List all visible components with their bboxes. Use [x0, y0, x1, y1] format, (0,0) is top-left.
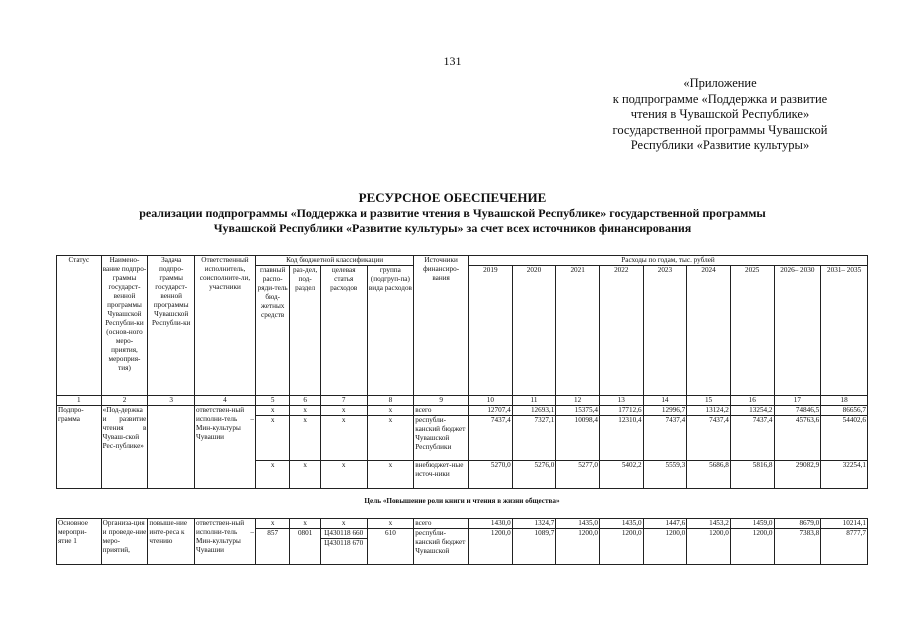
header-gr-distributor: главный распо-ряди-тель бюд-жетных средств: [255, 266, 290, 396]
header-sources: Источники финансиро-вания: [414, 256, 469, 396]
header-target-article: целевая статья расходов: [320, 266, 367, 396]
document-title: [0, 190, 905, 236]
value-cell: 5402,2: [599, 461, 643, 489]
code-cell: x: [255, 519, 290, 529]
code-cell: x: [367, 406, 414, 416]
value-cell: 32254,1: [821, 461, 868, 489]
code-cell: x: [320, 519, 367, 529]
event-responsible: ответствен-ный исполни-тель – Мин-культуры Чувашии: [195, 519, 256, 565]
subprogram-task: [148, 406, 195, 489]
value-cell: 15375,4: [556, 406, 600, 416]
code-cell: x: [255, 406, 290, 416]
value-cell: 5559,3: [643, 461, 687, 489]
value-cell: 8679,0: [774, 519, 821, 529]
column-number: 16: [730, 396, 774, 406]
target-article-code-extra: Ц430118 670: [321, 538, 367, 548]
header-status: Статус: [57, 256, 102, 396]
value-cell: 12996,7: [643, 406, 687, 416]
code-cell: x: [290, 406, 320, 416]
title-line-2: реализации подпрограммы «Поддержка и развитие чтения в Чувашской Республике» государственной программы: [139, 206, 766, 220]
subprogram-status: Подпро-грамма: [57, 406, 102, 489]
event-task: повыше-ние инте-реса к чтению: [148, 519, 195, 565]
value-cell: 5816,8: [730, 461, 774, 489]
appendix-line: к подпрограмме «Поддержка и развитие: [612, 91, 828, 106]
code-cell: x: [290, 519, 320, 529]
header-section: раз-дел, под-раздел: [290, 266, 320, 396]
value-cell: 1430,0: [469, 519, 513, 529]
appendix-line: государственной программы Чувашской: [612, 122, 828, 137]
value-cell: 1324,7: [512, 519, 556, 529]
value-cell: 7437,4: [469, 416, 513, 461]
header-year: 2031– 2035: [821, 266, 868, 396]
code-cell: x: [290, 416, 320, 461]
header-expense-group: группа (подгруп-па) вида расходов: [367, 266, 414, 396]
header-responsible: Ответственный исполнитель, соисполните-ли, участники: [195, 256, 256, 396]
code-cell: x: [320, 416, 367, 461]
event-name: Организа-ция и проведе-ние меро-приятий,: [101, 519, 148, 565]
value-cell: 12693,1: [512, 406, 556, 416]
goal-heading: Цель «Повышение роли книги и чтения в жизни общества»: [57, 489, 868, 515]
appendix-line: Республики «Развитие культуры»: [630, 138, 810, 152]
source-cell: республи-канский бюджет Чувашской: [414, 529, 469, 565]
header-year: 2024: [687, 266, 731, 396]
source-cell: республи-канский бюджет Чувашской Республики: [414, 416, 469, 461]
value-cell: 12707,4: [469, 406, 513, 416]
header-year: 2023: [643, 266, 687, 396]
subprogram-name: «Под-держка и развитие чтения в Чуваш-ской Рес-публике»: [101, 406, 148, 489]
value-cell: 29082,9: [774, 461, 821, 489]
title-line-1: РЕСУРСНОЕ ОБЕСПЕЧЕНИЕ: [358, 190, 547, 205]
header-year: 2020: [512, 266, 556, 396]
code-cell: x: [255, 461, 290, 489]
appendix-line: «Приложение: [683, 76, 757, 90]
code-cell: x: [367, 461, 414, 489]
table-row: [57, 406, 868, 416]
value-cell: 13124,2: [687, 406, 731, 416]
value-cell: 1200,0: [556, 529, 600, 565]
value-cell: 1435,0: [556, 519, 600, 529]
value-cell: 7437,4: [643, 416, 687, 461]
header-year: 2022: [599, 266, 643, 396]
value-cell: 1200,0: [599, 529, 643, 565]
value-cell: 54402,6: [821, 416, 868, 461]
source-cell: всего: [414, 519, 469, 529]
appendix-note: [590, 76, 850, 154]
column-number: 12: [556, 396, 600, 406]
value-cell: 12310,4: [599, 416, 643, 461]
source-cell: внебюджет-ные источ-ники: [414, 461, 469, 489]
value-cell: 1435,0: [599, 519, 643, 529]
column-number: 9: [414, 396, 469, 406]
column-number: 2: [101, 396, 148, 406]
column-number: 6: [290, 396, 320, 406]
value-cell: 74846,5: [774, 406, 821, 416]
column-number: 11: [512, 396, 556, 406]
source-cell: всего: [414, 406, 469, 416]
header-year: 2021: [556, 266, 600, 396]
code-cell: 857: [255, 529, 290, 565]
appendix-line: чтения в Чувашской Республике»: [630, 107, 810, 121]
header-budget-code: Код бюджетной классификации: [255, 256, 413, 266]
code-cell: x: [320, 461, 367, 489]
column-number: 13: [599, 396, 643, 406]
column-number: 17: [774, 396, 821, 406]
value-cell: 45763,6: [774, 416, 821, 461]
value-cell: 13254,2: [730, 406, 774, 416]
code-cell: x: [255, 416, 290, 461]
code-cell: x: [320, 406, 367, 416]
column-number: 7: [320, 396, 367, 406]
column-number: 5: [255, 396, 290, 406]
column-number: 10: [469, 396, 513, 406]
code-cell: 610: [367, 529, 414, 565]
value-cell: 86656,7: [821, 406, 868, 416]
subprogram-responsible: ответствен-ный исполни-тель – Мин-культуры Чувашии: [195, 406, 256, 489]
code-cell: x: [367, 519, 414, 529]
value-cell: 7327,1: [512, 416, 556, 461]
page-number: 131: [443, 54, 462, 68]
resource-table: [56, 255, 868, 565]
column-number: 14: [643, 396, 687, 406]
value-cell: 10098,4: [556, 416, 600, 461]
value-cell: 7437,4: [687, 416, 731, 461]
code-cell: [320, 529, 367, 565]
header-year: 2019: [469, 266, 513, 396]
value-cell: 1447,6: [643, 519, 687, 529]
target-article-code: Ц430118 660: [324, 529, 364, 537]
header-year: 2026– 2030: [774, 266, 821, 396]
title-line-3: Чувашской Республики «Развитие культуры» за счет всех источников финансирования: [213, 221, 692, 235]
column-number: 1: [57, 396, 102, 406]
value-cell: 8777,7: [821, 529, 868, 565]
value-cell: 1200,0: [730, 529, 774, 565]
value-cell: 5270,0: [469, 461, 513, 489]
value-cell: 1459,0: [730, 519, 774, 529]
value-cell: 1200,0: [469, 529, 513, 565]
value-cell: 17712,6: [599, 406, 643, 416]
column-number: 4: [195, 396, 256, 406]
value-cell: 5686,8: [687, 461, 731, 489]
value-cell: 1453,2: [687, 519, 731, 529]
value-cell: 1200,0: [687, 529, 731, 565]
value-cell: 7383,8: [774, 529, 821, 565]
value-cell: 7437,4: [730, 416, 774, 461]
code-cell: 0801: [290, 529, 320, 565]
column-number: 8: [367, 396, 414, 406]
column-number: 15: [687, 396, 731, 406]
header-expenses-by-year: Расходы по годам, тыс. рублей: [469, 256, 868, 266]
header-name: Наимено-вание подпро-граммы государст-венной программы Чувашской Республи-ки (основ-ного меро-приятия, мероприя-тия): [101, 256, 148, 396]
table-row: [57, 519, 868, 529]
header-year: 2025: [730, 266, 774, 396]
column-number: 18: [821, 396, 868, 406]
value-cell: 1089,7: [512, 529, 556, 565]
code-cell: x: [367, 416, 414, 461]
value-cell: 5276,0: [512, 461, 556, 489]
value-cell: 1200,0: [643, 529, 687, 565]
value-cell: 5277,0: [556, 461, 600, 489]
column-number: 3: [148, 396, 195, 406]
header-task: Задача подпро-граммы государст-венной программы Чувашской Республи-ки: [148, 256, 195, 396]
event-status: Основное меропри-ятие 1: [57, 519, 102, 565]
value-cell: 10214,1: [821, 519, 868, 529]
code-cell: x: [290, 461, 320, 489]
